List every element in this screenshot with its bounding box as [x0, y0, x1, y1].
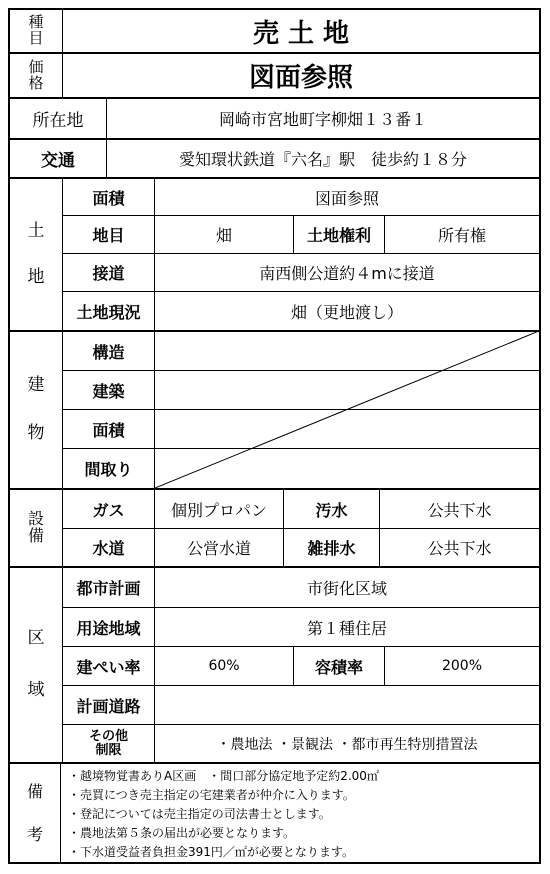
city-plan-value: 市街化区域 — [306, 579, 387, 598]
facilities-section-label: 設 備 — [27, 509, 44, 545]
remark-line: ・売買につき売主指定の宅建業者が仲介に入ります。 — [68, 788, 355, 802]
road-access-label: 接道 — [92, 264, 125, 283]
water-value: 公営水道 — [186, 539, 251, 558]
land-status-label: 土地現況 — [76, 302, 141, 322]
land-section-label: 土 地 — [27, 220, 45, 287]
zoning-section-label: 区 域 — [27, 628, 45, 700]
location-label: 所在地 — [32, 111, 84, 131]
divider — [10, 762, 539, 764]
floor-plan-label: 間取り — [84, 460, 133, 479]
land-area-label: 面積 — [92, 188, 125, 208]
use-district-value: 第１種住居 — [306, 618, 387, 638]
remark-line: ・下水道受益者負担金391円／㎡が必要となります。 — [68, 845, 354, 859]
water-label: 水道 — [92, 539, 125, 558]
location-value: 岡崎市宮地町字柳畑１３番１ — [218, 110, 427, 129]
land-category-value: 畑 — [215, 226, 232, 245]
structure-label: 構造 — [92, 342, 125, 362]
sewage-value: 公共下水 — [427, 500, 492, 520]
building-section-label: 建 物 — [27, 375, 45, 443]
coverage-ratio-label: 建ぺい率 — [76, 657, 141, 677]
price-value: 図面参照 — [248, 63, 353, 93]
property-sheet — [8, 8, 541, 864]
gray-water-label: 雑排水 — [307, 539, 356, 558]
price-label: 価 格 — [28, 57, 44, 92]
use-district-label: 用途地域 — [76, 618, 141, 638]
kind-label: 種 目 — [28, 13, 44, 47]
remark-line: ・登記については売主指定の司法書士とします。 — [68, 807, 331, 821]
access-value: 愛知環状鉄道『六名』駅 徒歩約１８分 — [178, 150, 467, 169]
access-label: 交通 — [41, 151, 75, 171]
building-area-label: 面積 — [92, 420, 125, 440]
land-rights-value: 所有権 — [437, 226, 486, 245]
planned-road-label: 計画道路 — [76, 696, 141, 716]
gray-water-value: 公共下水 — [427, 539, 492, 558]
coverage-ratio-value: 60% — [208, 658, 240, 674]
construction-label: 建築 — [92, 381, 125, 401]
road-access-value: 南西側公道約４mに接道 — [259, 264, 435, 283]
remark-line: ・越境物覚書ありA区画 ・間口部分協定地予定約2.00㎡ — [68, 769, 379, 783]
floor-area-ratio-label: 容積率 — [314, 657, 363, 677]
divider — [60, 762, 61, 864]
floor-area-ratio-value: 200% — [441, 658, 483, 674]
land-area-value: 図面参照 — [314, 188, 379, 208]
land-category-label: 地目 — [92, 226, 125, 245]
other-restrictions-label: その他 制限 — [88, 728, 128, 758]
gas-label: ガス — [92, 500, 125, 520]
remarks-section-label: 備 考 — [26, 782, 43, 844]
land-status-value: 畑（更地渡し） — [290, 302, 403, 322]
sewage-label: 汚水 — [315, 500, 348, 520]
remark-line: ・農地法第５条の届出が必要となります。 — [68, 826, 296, 840]
kind-value: 売 土 地 — [252, 18, 350, 49]
land-rights-label: 土地権利 — [306, 226, 371, 245]
city-plan-label: 都市計画 — [76, 579, 141, 598]
gas-value: 個別プロパン — [170, 500, 267, 520]
not-applicable-diagonal — [155, 331, 539, 488]
other-restrictions-value: ・農地法 ・景観法 ・都市再生特別措置法 — [216, 736, 478, 753]
